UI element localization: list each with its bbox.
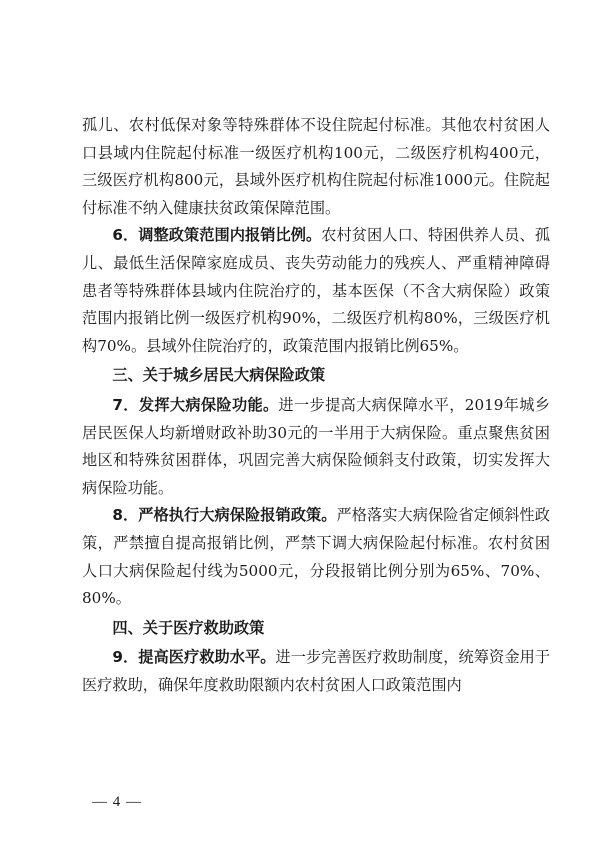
paragraph-continued bbox=[82, 112, 550, 222]
paragraph-item-6 bbox=[82, 222, 550, 360]
item-7-heading: 7．发挥大病保险功能。 bbox=[112, 395, 279, 414]
item-6-heading: 6．调整政策范围内报销比例。 bbox=[112, 226, 322, 245]
item-9-text: 进一步完善医疗救助制度，统筹资金用于医疗救助，确保年度救助限额内农村贫困人口政策范围内 bbox=[82, 648, 551, 694]
document-body bbox=[82, 112, 550, 699]
section-heading-3: 三、关于城乡居民大病保险政策 bbox=[112, 366, 326, 385]
item-7-text: 进一步提高大病保障水平，2019年城乡居民医保人均新增财政补助30元的一半用于大病保险。重点聚焦贫困地区和特殊贫困群体，巩固完善大病保险倾斜支付政策，切实发挥大病保险功能。 bbox=[82, 395, 550, 497]
item-6-text: 农村贫困人口、特困供养人员、孤儿、最低生活保障家庭成员、丧失劳动能力的残疾人、严重精神障碍患者等特殊群体县域内住院治疗的，基本医保（不含大病保险）政策范围内报销比例一级医疗机构90%，二级医疗机构80%，三级医疗机构70%。县域外住院治疗的，政策范围内报销比例65%。 bbox=[82, 226, 551, 355]
paragraph-item-8 bbox=[82, 502, 550, 612]
item-8-heading: 8．严格执行大病保险报销政策。 bbox=[112, 506, 337, 525]
paragraph-text: 孤儿、农村低保对象等特殊群体不设住院起付标准。其他农村贫困人口县域内住院起付标准一级医疗机构100元，二级医疗机构400元，三级医疗机构800元，县域外医疗机构住院起付标准1000元。住院起付标准不纳入健康扶贫政策保障范围。 bbox=[82, 116, 550, 217]
item-9-heading: 9．提高医疗救助水平。 bbox=[112, 648, 276, 667]
section-heading-4: 四、关于医疗救助政策 bbox=[112, 618, 265, 637]
item-8-text: 严格落实大病保险省定倾斜性政策，严禁擅自提高报销比例，严禁下调大病保险起付标准。农村贫困人口大病保险起付线为5000元，分段报销比例分别为65%、70%、80%。 bbox=[82, 506, 550, 608]
paragraph-item-9 bbox=[82, 644, 550, 699]
page-number: — 4 — bbox=[92, 794, 142, 810]
paragraph-item-7 bbox=[82, 392, 550, 502]
